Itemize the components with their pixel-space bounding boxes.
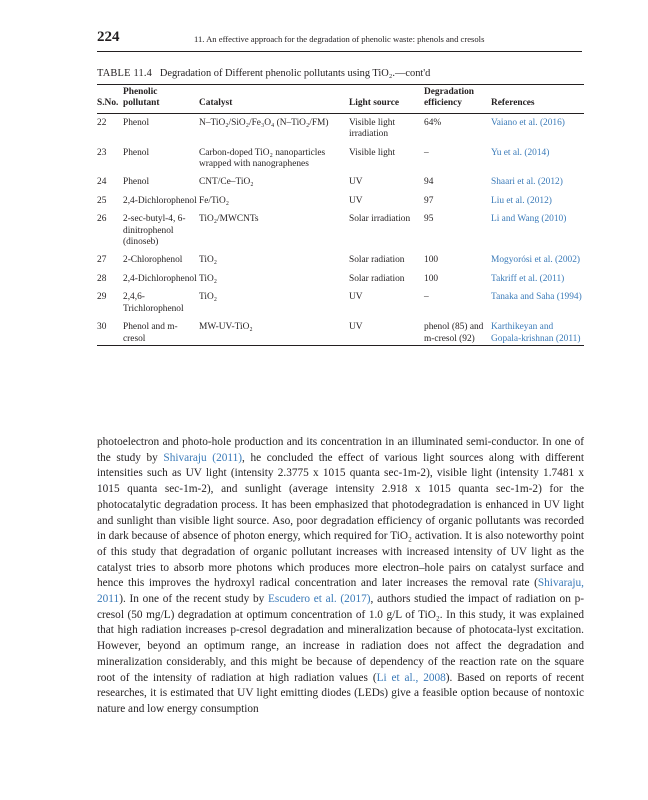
cell-reference[interactable]: Tanaka and Saha (1994) [491, 292, 582, 303]
col-pollutant [123, 85, 199, 114]
cell-reference[interactable]: Mogyorósi et al. (2002) [491, 255, 581, 266]
cell-light-source: Visible light [349, 147, 396, 158]
cell-light-source: Visible light irradiation [349, 117, 396, 140]
cell-sno: 29 [97, 292, 107, 303]
cell-efficiency: 95 [424, 214, 434, 225]
cell-pollutant: 2,4,6-Trichlorophenol [123, 292, 184, 314]
table-row [97, 267, 584, 285]
table-row [97, 141, 584, 171]
col-efficiency-top: Degradation [424, 87, 474, 97]
table-caption-number: TABLE 11.4 [97, 68, 153, 79]
cell-pollutant: 2-sec-butyl-4, 6-dinitrophenol (dinoseb) [123, 214, 186, 248]
body-text-4: , authors studied the impact of radiation on p-cresol (50 mg/L) degradation at optimum concentration of 1.0 g/L of TiO₂. In this study, it was explained that high radiation increases p-cresol degradation and mineralization because of photocata-lyst excitation. However, beyond an optimum range, an increase in radiation does not affect the degradation and mineralization considerably, and this might be because of dependency of the reaction rate on the square root of the intensity of radiation at high radiation values ( [97, 593, 584, 684]
cell-light-source: Solar irradiation [349, 214, 411, 225]
cell-efficiency: phenol (85) and m-cresol (92) [424, 322, 484, 344]
cell-catalyst: TiO₂ [199, 292, 218, 303]
citation-link[interactable]: Escudero et al. (2017) [268, 593, 371, 606]
col-references: References [491, 98, 535, 109]
cell-sno: 22 [97, 117, 107, 128]
cell-catalyst: Carbon-doped TiO₂ nanoparticles wrapped with nanographenes [199, 147, 326, 170]
cell-catalyst: TiO₂ [199, 273, 218, 284]
body-paragraph [97, 435, 584, 718]
citation-link[interactable]: Li et al., 2008 [376, 671, 446, 684]
cell-efficiency: 97 [424, 195, 434, 206]
col-efficiency [424, 85, 491, 114]
cell-reference[interactable]: Shaari et al. (2012) [491, 177, 563, 188]
table-row [97, 170, 584, 188]
table-row [97, 248, 584, 266]
table-row [97, 207, 584, 248]
cell-reference[interactable]: Yu et al. (2014) [491, 147, 550, 158]
body-text-5: ). Based on reports of recent researches, it is estimated that UV light emitting diodes (LEDs) give a feasible option because of nontoxic nature and low energy consumption [97, 671, 585, 715]
cell-pollutant: 2,4-Dichlorophenol [123, 195, 197, 206]
cell-sno: 23 [97, 147, 107, 158]
table-caption [97, 68, 430, 79]
cell-pollutant: 2,4-Dichlorophenol [123, 273, 197, 284]
citation-link[interactable]: Shivaraju (2011) [163, 451, 243, 464]
cell-pollutant: Phenol [123, 147, 150, 158]
cell-pollutant: Phenol and m-cresol [123, 322, 178, 344]
cell-efficiency: 100 [424, 255, 439, 266]
cell-efficiency: 100 [424, 273, 439, 284]
body-text-1: photoelectron and photo-hole production and its concentration in an illuminated semi-conductor. In one of the study by [97, 436, 584, 464]
cell-sno: 26 [97, 214, 107, 225]
cell-catalyst: TiO₂ [199, 255, 218, 266]
cell-sno: 24 [97, 177, 107, 188]
degradation-table [97, 84, 584, 346]
cell-catalyst: CNT/Ce–TiO₂ [199, 177, 254, 188]
cell-catalyst: N–TiO₂/SiO₂/Fe₃O₄ (N–TiO₂/FM) [199, 117, 329, 128]
col-pollutant-top: Phenolic [123, 87, 158, 97]
cell-pollutant: 2-Chlorophenol [123, 255, 183, 266]
cell-sno: 25 [97, 195, 107, 206]
col-sno: S.No. [97, 98, 119, 109]
cell-catalyst: Fe/TiO₂ [199, 195, 230, 206]
table-row [97, 315, 584, 345]
cell-light-source: UV [349, 322, 363, 333]
cell-sno: 28 [97, 273, 107, 284]
col-efficiency-bottom: efficiency [424, 98, 462, 109]
table-row [97, 285, 584, 315]
cell-pollutant: Phenol [123, 117, 150, 128]
col-light: Light source [349, 98, 400, 109]
cell-light-source: Solar radiation [349, 273, 405, 284]
page-number: 224 [97, 29, 120, 45]
table-row [97, 189, 584, 207]
col-pollutant-bottom: pollutant [123, 98, 160, 109]
cell-catalyst: TiO₂/MWCNTs [199, 214, 259, 225]
header-rule [97, 51, 582, 52]
table-caption-text: Degradation of Different phenolic pollutants using TiO₂.—cont'd [159, 68, 431, 79]
col-catalyst: Catalyst [199, 98, 233, 109]
cell-reference[interactable]: Vaiano et al. (2016) [491, 117, 565, 128]
cell-efficiency: 94 [424, 177, 434, 188]
citation-link[interactable]: Shivaraju, 2011 [97, 577, 584, 606]
table-header-row [97, 85, 584, 114]
cell-efficiency: – [424, 292, 429, 303]
cell-efficiency: – [424, 147, 429, 158]
cell-pollutant: Phenol [123, 177, 150, 188]
cell-sno: 27 [97, 255, 107, 266]
cell-reference[interactable]: Takriff et al. (2011) [491, 273, 565, 284]
body-text-2: , he concluded the effect of various light sources along with different intensities such as UV light (intensity 2.3775 x 1015 quanta sec-1m-2), visible light (intensity 1.7481 x 1015 quanta sec-1m-2), and sunlight (average intensity 2.918 x 1015 quanta sec-1m-2) for the photocatalytic degradation process. It has been emphasized that photodegradation is enhanced in UV light and sunlight than visible light source. Aso, poor degradation efficiency of organic pollutants was recorded in dark because of absence of photon energy, which required for TiO₂ activation. It is also noteworthy point of this study that degradation of organic pollutant increases with increased intensity of UV light as the catalyst tries to absorb more photons which produces more electron–hole pairs on catalyst surface and hence this improves the hydroxyl radical concentration and later increases the removal rate ( [97, 451, 585, 590]
cell-catalyst: MW-UV-TiO₂ [199, 322, 253, 333]
cell-light-source: UV [349, 195, 363, 206]
cell-light-source: UV [349, 292, 363, 303]
table-row [97, 113, 584, 140]
cell-reference[interactable]: Li and Wang (2010) [491, 214, 567, 225]
cell-efficiency: 64% [424, 117, 442, 128]
cell-sno: 30 [97, 322, 107, 333]
cell-light-source: UV [349, 177, 363, 188]
cell-reference[interactable]: Liu et al. (2012) [491, 195, 552, 206]
table-body [97, 113, 584, 345]
running-head: 11. An effective approach for the degradation of phenolic waste: phenols and cresols [194, 34, 485, 44]
cell-reference[interactable]: Karthikeyan and Gopala-krishnan (2011) [491, 322, 581, 344]
cell-light-source: Solar radiation [349, 255, 405, 266]
body-text-3: ). In one of the recent study by [119, 593, 269, 606]
